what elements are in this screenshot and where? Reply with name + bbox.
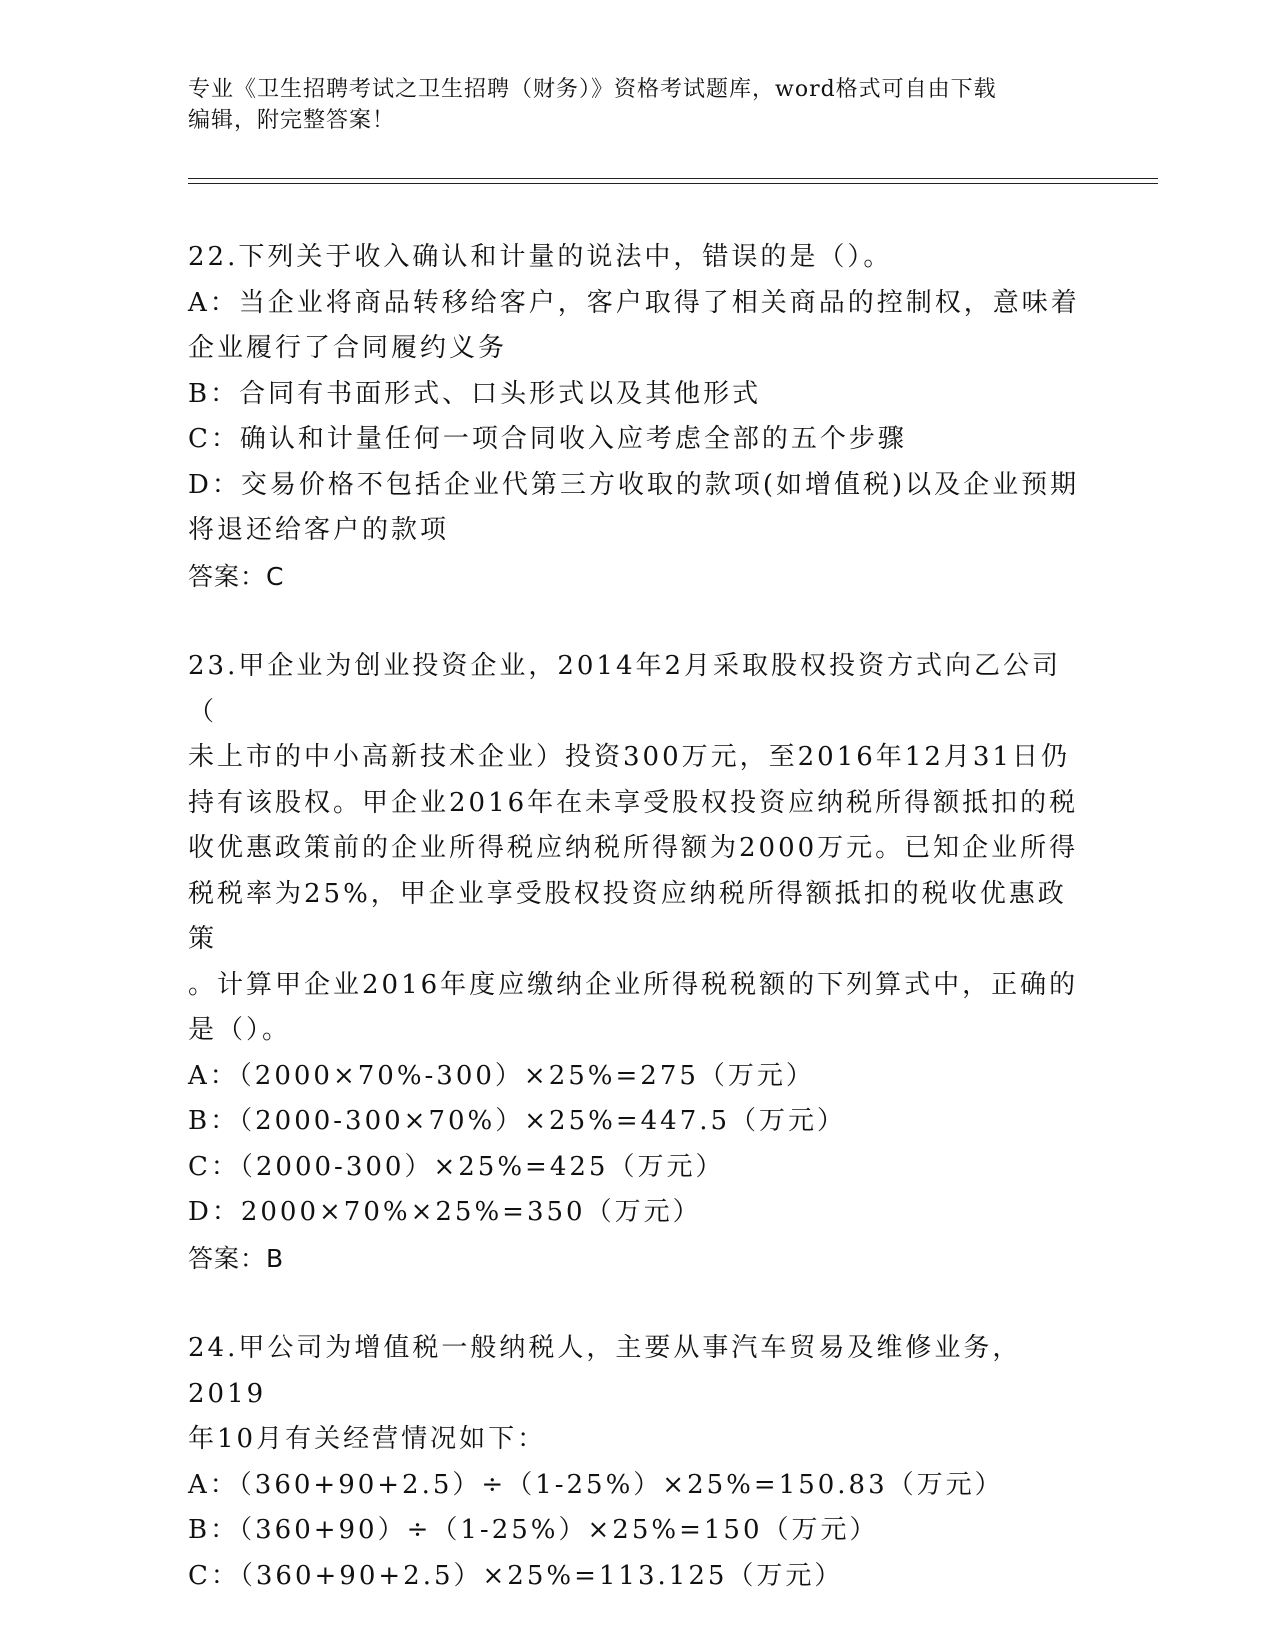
header-line-2: 编辑，附完整答案！: [188, 108, 396, 133]
option-line: B：合同有书面形式、口头形式以及其他形式: [188, 378, 762, 409]
option-line: D：2000×70%×25%=350（万元）: [188, 1197, 702, 1227]
question-stem-line: 持有该股权。甲企业2016年在未享受股权投资应纳税所得额抵扣的税: [188, 787, 1079, 818]
answer-text: 答案：B: [188, 1243, 285, 1273]
option-line: C：（360+90+2.5）×25%=113.125（万元）: [188, 1560, 844, 1591]
option-line: C：（2000-300）×25%=425（万元）: [188, 1151, 725, 1182]
question-stem-line: 未上市的中小高新技术企业）投资300万元，至2016年12月31日仍: [188, 742, 1070, 772]
option-line: A：当企业将商品转移给客户，客户取得了相关商品的控制权，意味着: [188, 287, 1080, 318]
question-stem-line: 是（）。: [188, 1015, 292, 1045]
question-23: [188, 644, 1088, 1281]
option-line: C：确认和计量任何一项合同收入应考虑全部的五个步骤: [188, 424, 907, 454]
option-line: D：交易价格不包括企业代第三方收取的款项(如增值税)以及企业预期: [188, 469, 1080, 500]
option-line: A：（2000×70%-300）×25%=275（万元）: [188, 1060, 815, 1091]
question-spacer: [188, 599, 1088, 644]
option-line: 将退还给客户的款项: [188, 515, 450, 545]
header-divider-bottom: [188, 183, 1158, 184]
question-stem-line: 24.甲公司为增值税一般纳税人，主要从事汽车贸易及维修业务，2019: [188, 1333, 1022, 1409]
document-header: [188, 74, 1088, 136]
question-stem-line: 收优惠政策前的企业所得税应纳税所得额为2000万元。已知企业所得: [188, 833, 1079, 863]
option-line: 企业履行了合同履约义务: [188, 333, 508, 363]
answer-text: 答案：C: [188, 561, 285, 591]
question-spacer: [188, 1281, 1088, 1326]
question-stem-line: 税税率为25%，甲企业享受股权投资应纳税所得额抵扣的税收优惠政策: [188, 878, 1067, 954]
question-stem-line: 23.甲企业为创业投资企业，2014年2月采取股权投资方式向乙公司（: [188, 651, 1062, 727]
header-divider-top: [188, 178, 1158, 179]
question-stem-line: 。计算甲企业2016年度应缴纳企业所得税税额的下列算式中，正确的: [188, 969, 1079, 1000]
option-line: B：（2000-300×70%）×25%=447.5（万元）: [188, 1106, 847, 1136]
question-22: [188, 235, 1088, 599]
option-line: B：（360+90）÷（1-25%）×25%=150（万元）: [188, 1515, 879, 1545]
question-24: [188, 1326, 1088, 1599]
question-stem-line: 年10月有关经营情况如下：: [188, 1424, 547, 1454]
option-line: A：（360+90+2.5）÷（1-25%）×25%=150.83（万元）: [188, 1469, 1004, 1500]
question-list: [188, 235, 1088, 1599]
header-line-1: 专业《卫生招聘考试之卫生招聘（财务）》资格考试题库，word格式可自由下载: [188, 77, 997, 102]
question-stem-line: 22.下列关于收入确认和计量的说法中，错误的是（）。: [188, 242, 893, 272]
